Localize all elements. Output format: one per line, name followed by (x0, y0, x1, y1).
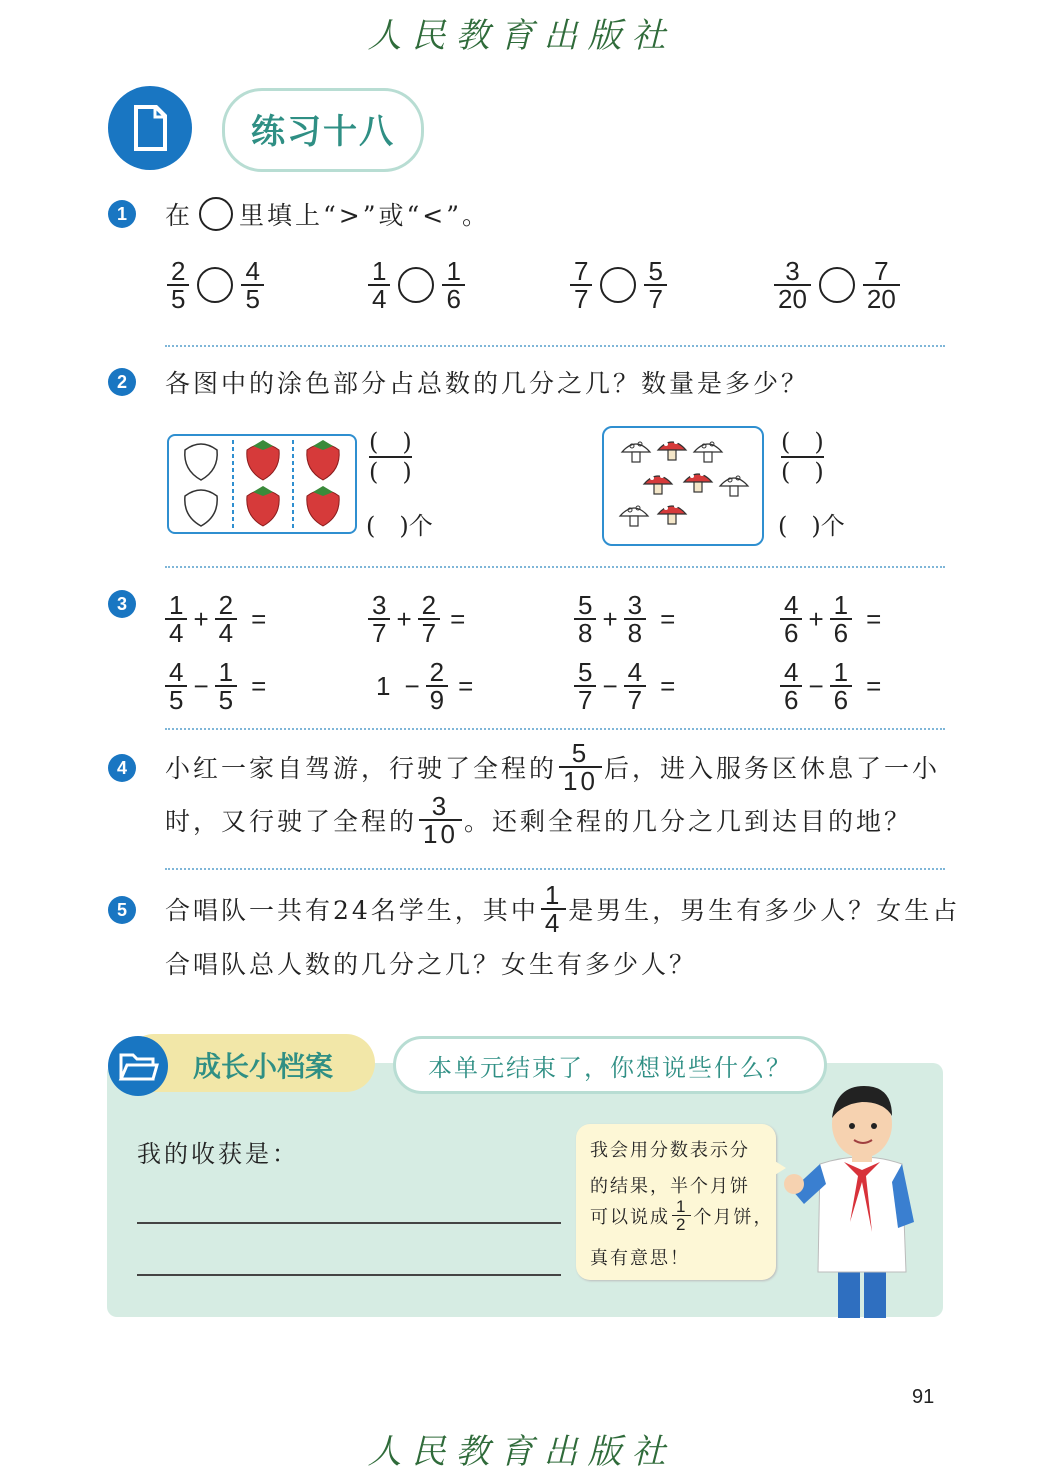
page-number: 91 (912, 1386, 935, 1408)
q3-expr: $\frac{4}{5}$ − $\frac{1}{5}$ = (163, 659, 270, 713)
answer-line-2[interactable] (137, 1274, 561, 1276)
q1-text-a: 在 (165, 201, 194, 230)
fraction: $\frac{1}{6}$ (442, 258, 464, 312)
fraction: $\frac{1}{4}$ (368, 258, 390, 312)
q5-line-1: 合唱队一共有24名学生，其中 $\frac{1}{4}$ 是男生，男生有多少人？女生占 (165, 880, 961, 938)
q3-expr: $\frac{4}{6}$ + $\frac{1}{6}$ = (778, 592, 885, 646)
fraction: $\frac{5}{7}$ (644, 258, 666, 312)
q1-pair-3 (568, 258, 669, 312)
fraction: $\frac{7}{7}$ (570, 258, 592, 312)
q1-pair-1 (165, 258, 266, 312)
q3-expr: $\frac{5}{8}$ + $\frac{3}{8}$ = (572, 592, 679, 646)
fraction: $\frac{3}{20}$ (774, 258, 811, 312)
speech-line-3: 可以说成 $\frac{1}{2}$ 个月饼， (590, 1197, 774, 1234)
speech-line-1: 我会用分数表示分 (590, 1140, 750, 1161)
q1-pair-2 (366, 258, 467, 312)
fraction: $\frac{2}{5}$ (167, 258, 189, 312)
speech-line-2: 的结果，半个月饼 (590, 1176, 750, 1197)
compare-circle[interactable] (819, 267, 855, 303)
compare-circle[interactable] (197, 267, 233, 303)
question-number-3: 3 (108, 590, 136, 618)
mushroom-figure (602, 426, 764, 546)
q4-line-2: 时，又行驶了全程的 $\frac{3}{10}$ 。还剩全程的几分之几到达目的地？ (165, 791, 912, 849)
divider (165, 566, 945, 568)
q3-expr: $\frac{3}{7}$ + $\frac{2}{7}$ = (366, 592, 469, 646)
q3-expr: 1 − $\frac{2}{9}$ = (376, 657, 474, 715)
page-title: 练习十八 (251, 112, 395, 152)
question-number-5: 5 (108, 896, 136, 924)
exercise-icon (107, 85, 193, 171)
harvest-label: 我的收获是： (137, 1140, 299, 1168)
boy-illustration (780, 1072, 930, 1318)
publisher-logo: 人民教育出版社 (367, 16, 676, 56)
compare-circle[interactable] (600, 267, 636, 303)
speech-line-4: 真有意思！ (590, 1248, 690, 1269)
divider (165, 868, 945, 870)
q1-pair-4 (772, 258, 902, 312)
fraction: $\frac{7}{20}$ (863, 258, 900, 312)
folder-icon (107, 1035, 169, 1097)
q4-line-1: 小红一家自驾游，行驶了全程的 $\frac{5}{10}$ 后，进入服务区休息了一小 (165, 738, 940, 796)
q3-expr: $\frac{4}{6}$ − $\frac{1}{6}$ = (778, 659, 885, 713)
compare-circle[interactable] (398, 267, 434, 303)
strawberry-figure (167, 434, 357, 534)
q3-expr: $\frac{1}{4}$ + $\frac{2}{4}$ = (163, 592, 270, 646)
q5-line-2: 合唱队总人数的几分之几？女生有多少人？ (165, 950, 698, 979)
circle-placeholder-icon (199, 197, 233, 231)
archive-title: 成长小档案 (193, 1050, 334, 1083)
publisher-logo-bottom: 人民教育出版社 (367, 1432, 676, 1472)
archive-prompt: 本单元结束了，你想说些什么？ (428, 1054, 792, 1082)
question-number-1: 1 (108, 200, 136, 228)
question-number-2: 2 (108, 368, 136, 396)
divider (165, 345, 945, 347)
q2-count-blank-1[interactable]: ( )个 (366, 512, 433, 540)
q2-count-blank-2[interactable]: ( )个 (778, 512, 845, 540)
divider (165, 728, 945, 730)
q3-expr: $\frac{5}{7}$ − $\frac{4}{7}$ = (572, 659, 679, 713)
q1-text-b: 里填上“>”或“<”。 (239, 201, 491, 230)
fraction: $\frac{4}{5}$ (241, 258, 263, 312)
q2-fraction-blank-1[interactable]: ( ) ( ) (369, 428, 412, 486)
q2-instruction: 各图中的涂色部分占总数的几分之几？数量是多少？ (165, 369, 810, 398)
answer-line-1[interactable] (137, 1222, 561, 1224)
question-number-4: 4 (108, 754, 136, 782)
q1-instruction (165, 196, 490, 232)
q2-fraction-blank-2[interactable]: ( ) ( ) (781, 428, 824, 486)
